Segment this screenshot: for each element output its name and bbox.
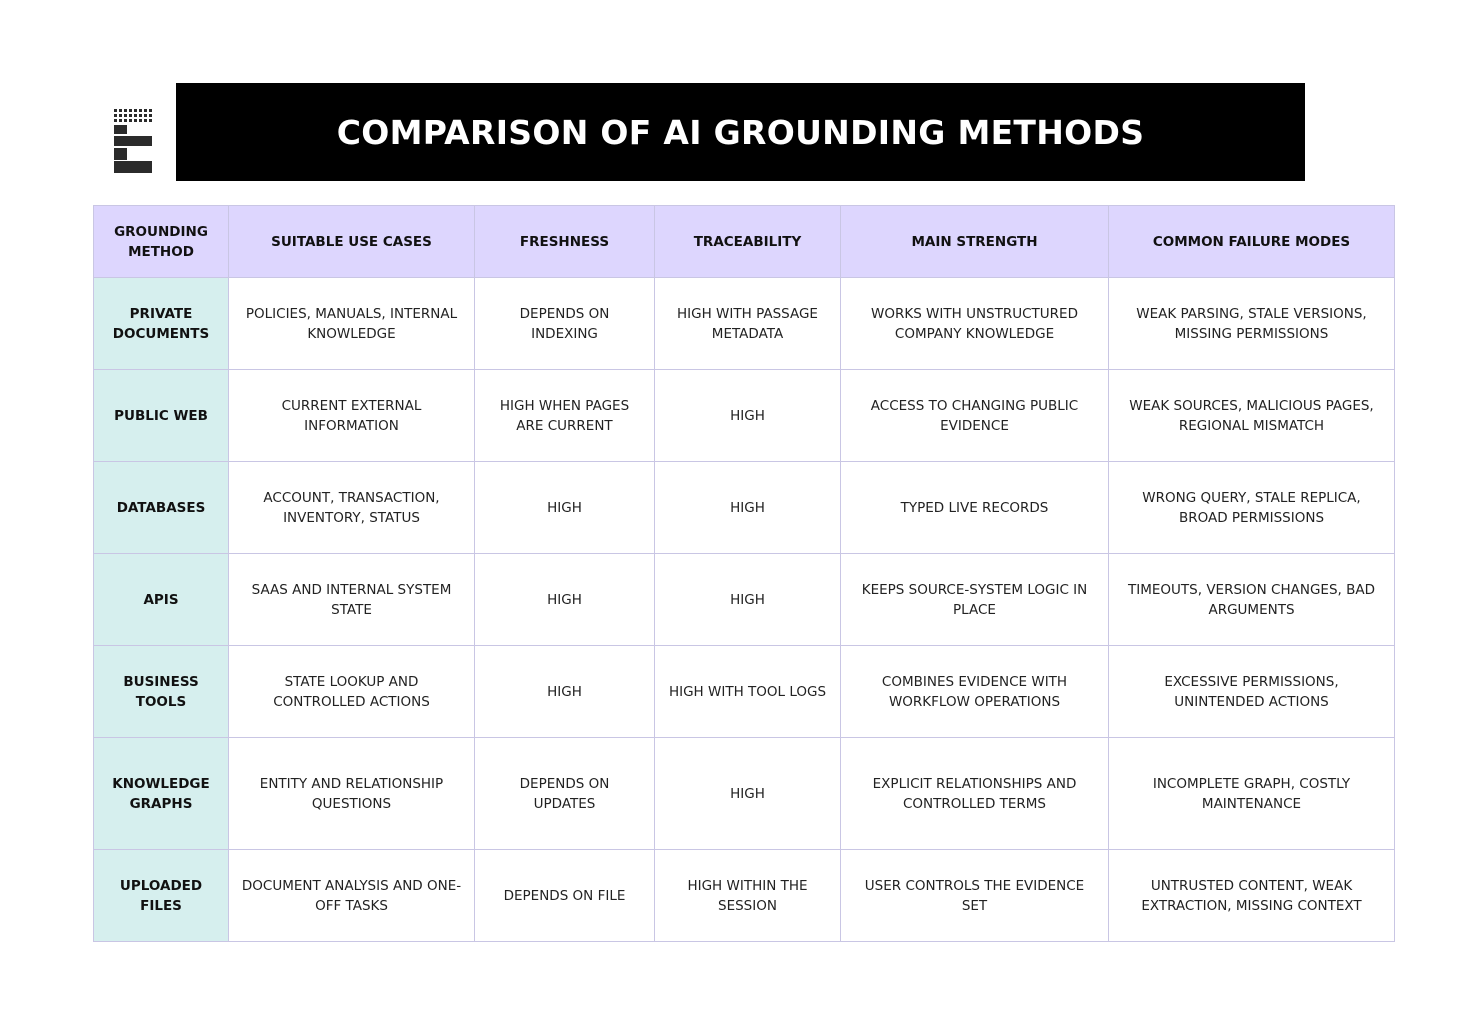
- cell-freshness: HIGH WHEN PAGES ARE CURRENT: [475, 370, 655, 462]
- header-freshness: FRESHNESS: [475, 206, 655, 278]
- table-row: [94, 738, 1395, 850]
- table-row: [94, 278, 1395, 370]
- page-title: COMPARISON OF AI GROUNDING METHODS: [336, 112, 1145, 152]
- header-traceability: TRACEABILITY: [655, 206, 841, 278]
- brand-logo-icon: [113, 108, 153, 174]
- logo-letter-e: [114, 125, 152, 173]
- cell-freshness: HIGH: [475, 462, 655, 554]
- brand-logo-graphic: [113, 108, 153, 174]
- row-method: BUSINESS TOOLS: [94, 646, 229, 738]
- cell-main-strength: KEEPS SOURCE-SYSTEM LOGIC IN PLACE: [841, 554, 1109, 646]
- cell-failure-modes: WRONG QUERY, STALE REPLICA, BROAD PERMISSIONS: [1109, 462, 1395, 554]
- cell-failure-modes: UNTRUSTED CONTENT, WEAK EXTRACTION, MISSING CONTEXT: [1109, 850, 1395, 942]
- cell-traceability: HIGH WITH TOOL LOGS: [655, 646, 841, 738]
- header-main-strength: MAIN STRENGTH: [841, 206, 1109, 278]
- cell-use-cases: CURRENT EXTERNAL INFORMATION: [229, 370, 475, 462]
- title-banner: [176, 83, 1305, 181]
- cell-traceability: HIGH: [655, 738, 841, 850]
- cell-failure-modes: EXCESSIVE PERMISSIONS, UNINTENDED ACTIONS: [1109, 646, 1395, 738]
- row-method: KNOWLEDGE GRAPHS: [94, 738, 229, 850]
- cell-main-strength: EXPLICIT RELATIONSHIPS AND CONTROLLED TERMS: [841, 738, 1109, 850]
- table-row: [94, 850, 1395, 942]
- row-method: DATABASES: [94, 462, 229, 554]
- table-row: [94, 370, 1395, 462]
- cell-use-cases: DOCUMENT ANALYSIS AND ONE-OFF TASKS: [229, 850, 475, 942]
- cell-freshness: HIGH: [475, 646, 655, 738]
- header-row: [94, 206, 1395, 278]
- cell-traceability: HIGH: [655, 370, 841, 462]
- row-method: UPLOADED FILES: [94, 850, 229, 942]
- cell-main-strength: COMBINES EVIDENCE WITH WORKFLOW OPERATIONS: [841, 646, 1109, 738]
- header-grounding-method: GROUNDING METHOD: [94, 206, 229, 278]
- cell-traceability: HIGH: [655, 462, 841, 554]
- cell-traceability: HIGH WITHIN THE SESSION: [655, 850, 841, 942]
- cell-failure-modes: WEAK SOURCES, MALICIOUS PAGES, REGIONAL MISMATCH: [1109, 370, 1395, 462]
- cell-use-cases: ENTITY AND RELATIONSHIP QUESTIONS: [229, 738, 475, 850]
- table-row: [94, 462, 1395, 554]
- cell-freshness: DEPENDS ON FILE: [475, 850, 655, 942]
- cell-freshness: DEPENDS ON UPDATES: [475, 738, 655, 850]
- cell-freshness: DEPENDS ON INDEXING: [475, 278, 655, 370]
- comparison-table: [93, 205, 1395, 942]
- cell-freshness: HIGH: [475, 554, 655, 646]
- cell-main-strength: ACCESS TO CHANGING PUBLIC EVIDENCE: [841, 370, 1109, 462]
- table-row: [94, 646, 1395, 738]
- row-method: APIS: [94, 554, 229, 646]
- row-method: PRIVATE DOCUMENTS: [94, 278, 229, 370]
- cell-traceability: HIGH WITH PASSAGE METADATA: [655, 278, 841, 370]
- cell-traceability: HIGH: [655, 554, 841, 646]
- cell-failure-modes: INCOMPLETE GRAPH, COSTLY MAINTENANCE: [1109, 738, 1395, 850]
- cell-use-cases: ACCOUNT, TRANSACTION, INVENTORY, STATUS: [229, 462, 475, 554]
- cell-main-strength: TYPED LIVE RECORDS: [841, 462, 1109, 554]
- cell-main-strength: WORKS WITH UNSTRUCTURED COMPANY KNOWLEDGE: [841, 278, 1109, 370]
- cell-main-strength: USER CONTROLS THE EVIDENCE SET: [841, 850, 1109, 942]
- cell-use-cases: POLICIES, MANUALS, INTERNAL KNOWLEDGE: [229, 278, 475, 370]
- cell-use-cases: STATE LOOKUP AND CONTROLLED ACTIONS: [229, 646, 475, 738]
- cell-failure-modes: WEAK PARSING, STALE VERSIONS, MISSING PERMISSIONS: [1109, 278, 1395, 370]
- header-common-failure-modes: COMMON FAILURE MODES: [1109, 206, 1395, 278]
- table-row: [94, 554, 1395, 646]
- header-suitable-use-cases: SUITABLE USE CASES: [229, 206, 475, 278]
- logo-dots: [114, 109, 152, 122]
- cell-use-cases: SAAS AND INTERNAL SYSTEM STATE: [229, 554, 475, 646]
- cell-failure-modes: TIMEOUTS, VERSION CHANGES, BAD ARGUMENTS: [1109, 554, 1395, 646]
- row-method: PUBLIC WEB: [94, 370, 229, 462]
